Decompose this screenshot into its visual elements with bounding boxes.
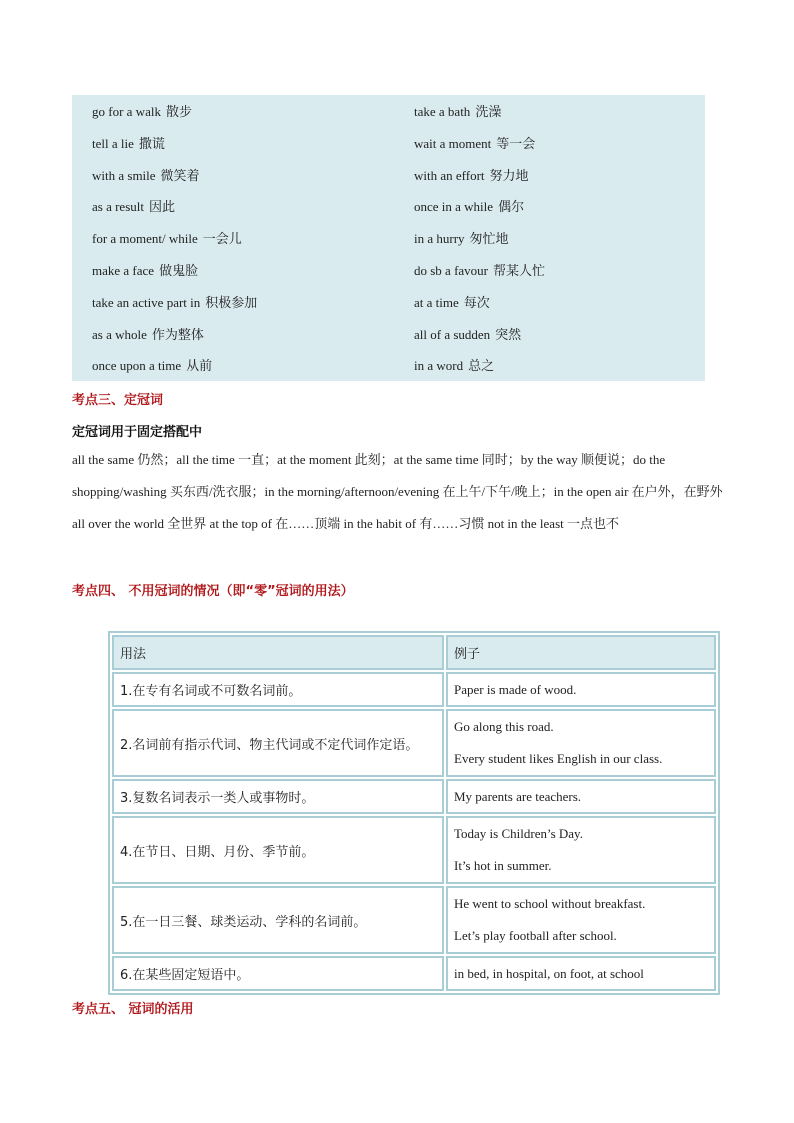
example-cell	[446, 709, 716, 777]
example-sentence: Let’s play football after school.	[454, 928, 617, 943]
phrase-item	[92, 199, 175, 216]
phrase-chinese: 因此	[148, 200, 175, 216]
table-row	[112, 956, 716, 991]
usage-cell: 3.复数名词表示一类人或事物时。	[112, 779, 444, 814]
phrase-english: make a face	[92, 263, 155, 278]
phrase-chinese: 帮某人忙	[493, 264, 546, 279]
phrase-item	[92, 136, 165, 153]
phrase-chinese: 总之	[468, 359, 495, 375]
phrase-chinese: 撒谎	[138, 136, 165, 152]
example-sentence: Today is Children’s Day.	[454, 826, 583, 841]
phrase-item	[414, 295, 490, 312]
table-row	[112, 779, 716, 814]
example-sentence: Go along this road.	[454, 719, 554, 734]
usage-cell: 6.在某些固定短语中。	[112, 956, 444, 991]
usage-cell: 1.在专有名词或不可数名词前。	[112, 672, 444, 707]
phrase-chinese: 微笑着	[160, 168, 200, 184]
phrase-item	[92, 295, 257, 312]
example-cell	[446, 886, 716, 954]
header-usage: 用法	[112, 635, 444, 670]
phrase-english: with a smile	[92, 167, 156, 183]
example-sentence: in bed, in hospital, on foot, at school	[454, 966, 644, 981]
phrase-english: all of a sudden	[414, 326, 491, 342]
example-sentence: Every student likes English in our class.	[454, 751, 663, 766]
example-sentence: My parents are teachers.	[454, 789, 582, 804]
phrase-item	[92, 104, 192, 121]
section3-subtitle: 定冠词用于固定搭配中	[72, 425, 203, 440]
phrase-english: in a word	[414, 358, 464, 374]
section3-text-content: all the same 仍然；all the time 一直；at the moment 此刻；at the same time 同时；by the way 顺便说；do the shopping/washing 买东西/洗衣服；in the morning/afternoon/evening 在上午/下午/晚上；in the open air 在户外，在野外 all over the world 全世界 at the top of 在……顶端 in the habit of 有……习惯 not in the least 一点也不	[72, 452, 723, 531]
table-row	[112, 886, 716, 954]
phrase-english: once in a while	[414, 199, 494, 215]
phrase-chinese: 突然	[495, 327, 522, 343]
example-sentence: He went to school without breakfast.	[454, 896, 646, 911]
section3-title: 考点三、定冠词	[72, 393, 164, 408]
phrase-item	[414, 263, 545, 280]
phrase-english: with an effort	[414, 167, 485, 183]
example-sentence: Paper is made of wood.	[454, 682, 577, 697]
usage-cell: 4.在节日、日期、月份、季节前。	[112, 816, 444, 884]
phrase-chinese: 散步	[165, 105, 192, 120]
phrase-chinese: 偶尔	[498, 200, 525, 216]
phrase-item	[414, 136, 535, 153]
example-sentence: It’s hot in summer.	[454, 858, 552, 873]
example-cell	[446, 672, 716, 707]
phrase-chinese: 积极参加	[205, 295, 258, 311]
phrase-item	[414, 168, 529, 185]
phrase-english: once upon a time	[92, 358, 182, 374]
phrase-english: wait a moment	[414, 135, 492, 151]
example-cell	[446, 779, 716, 814]
phrase-english: in a hurry	[414, 231, 465, 247]
phrase-english: at a time	[414, 294, 459, 310]
phrase-item	[92, 231, 242, 248]
phrase-chinese: 努力地	[489, 168, 529, 184]
phrase-chinese: 等一会	[496, 136, 536, 152]
phrase-english: go for a walk	[92, 104, 161, 119]
header-example: 例子	[446, 635, 716, 670]
table-header-row	[112, 635, 716, 670]
example-cell	[446, 956, 716, 991]
table-row	[112, 816, 716, 884]
phrase-item	[414, 358, 494, 375]
phrase-chinese: 一会儿	[202, 232, 242, 248]
phrase-item	[92, 358, 212, 375]
phrase-chinese: 作为整体	[151, 327, 204, 343]
phrase-item	[92, 327, 204, 344]
phrase-item	[92, 168, 200, 185]
phrase-english: as a result	[92, 199, 144, 215]
example-cell	[446, 816, 716, 884]
phrase-english: do sb a favour	[414, 263, 489, 278]
phrase-item	[414, 327, 521, 344]
usage-cell: 5.在一日三餐、球类运动、学科的名词前。	[112, 886, 444, 954]
phrase-chinese: 每次	[463, 295, 490, 311]
phrase-item	[92, 263, 198, 280]
phrase-english: tell a lie	[92, 135, 134, 151]
phrase-chinese: 做鬼脸	[159, 264, 199, 279]
phrase-item	[414, 231, 509, 248]
phrase-chinese: 从前	[186, 359, 213, 375]
phrase-english: take an active part in	[92, 294, 201, 310]
phrase-english: for a moment/ while	[92, 231, 198, 247]
section5-title: 考点五、 冠词的活用	[72, 1002, 194, 1017]
table-row	[112, 709, 716, 777]
section3-text	[72, 444, 724, 540]
table-row	[112, 672, 716, 707]
phrase-item	[414, 104, 501, 121]
phrase-english: take a bath	[414, 104, 471, 119]
phrase-chinese: 匆忙地	[469, 232, 509, 248]
usage-cell: 2.名词前有指示代词、物主代词或不定代词作定语。	[112, 709, 444, 777]
section4-title: 考点四、 不用冠词的情况（即“零”冠词的用法）	[72, 584, 354, 599]
zero-article-table	[108, 631, 720, 995]
phrase-english: as a whole	[92, 326, 147, 342]
phrase-chinese: 洗澡	[475, 105, 502, 120]
phrase-item	[414, 199, 524, 216]
